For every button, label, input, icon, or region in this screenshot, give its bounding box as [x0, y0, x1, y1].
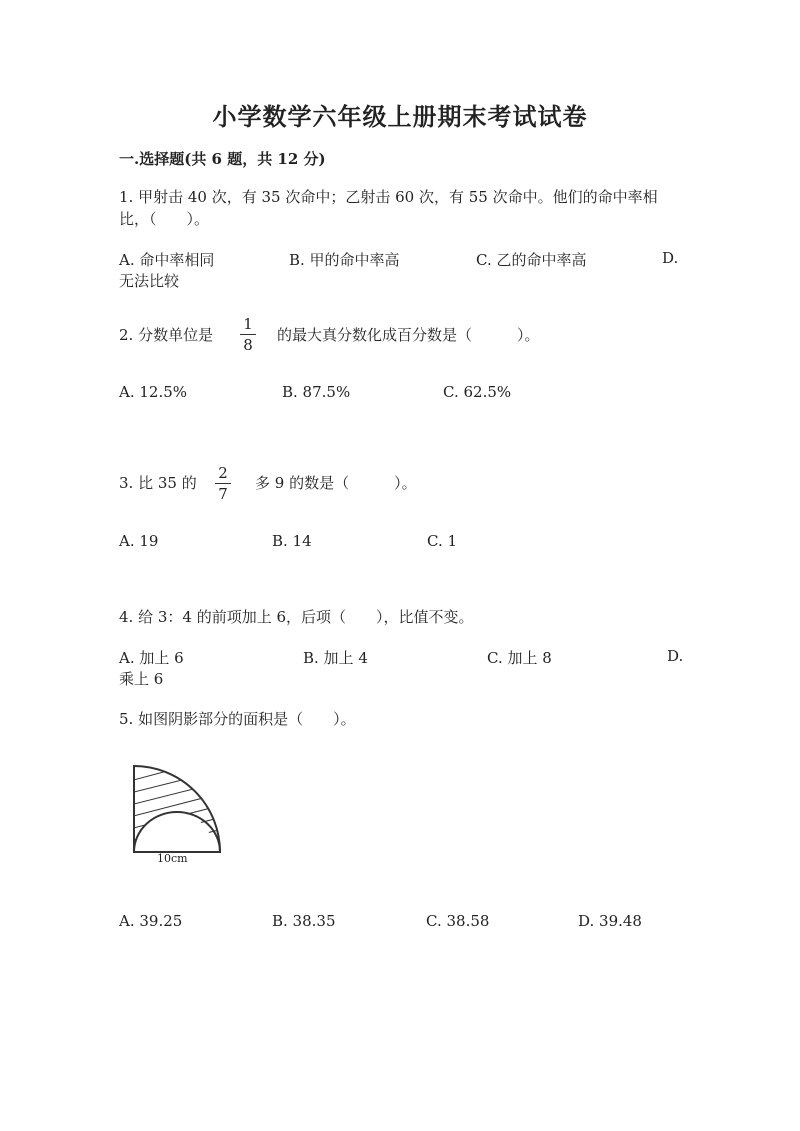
question-4-option-a[interactable]: A. 加上 6 [119, 649, 184, 667]
fraction-denominator: 8 [243, 336, 253, 354]
question-1-text-line1: 1. 甲射击 40 次，有 35 次命中；乙射击 60 次，有 55 次命中。他们的命中率相 [119, 188, 658, 206]
question-2-option-b[interactable]: B. 87.5% [282, 383, 351, 401]
section-heading: 一.选择题(共 6 题，共 12 分) [119, 150, 326, 168]
question-2-text-after: 的最大真分数化成百分数是（ ）。 [277, 326, 540, 344]
fraction-bar [215, 483, 231, 484]
question-2-option-c[interactable]: C. 62.5% [443, 383, 512, 401]
question-3-text-before: 3. 比 35 的 [119, 474, 197, 492]
fraction-numerator: 2 [218, 464, 228, 482]
question-4-option-b[interactable]: B. 加上 4 [303, 649, 368, 667]
question-1-text-line2: 比，（ ）。 [119, 210, 210, 228]
question-1-option-d-continued: 无法比较 [119, 272, 180, 290]
question-5-option-d[interactable]: D. 39.48 [578, 912, 642, 930]
fraction-bar [240, 334, 256, 335]
question-3-option-c[interactable]: C. 1 [427, 532, 458, 550]
question-5-option-a[interactable]: A. 39.25 [119, 912, 183, 930]
page-title: 小学数学六年级上册期末考试试卷 [212, 102, 588, 131]
shaded-region [126, 766, 226, 854]
question-1-option-c[interactable]: C. 乙的命中率高 [476, 251, 587, 269]
figure-dimension-label: 10cm [157, 852, 188, 865]
question-5-option-b[interactable]: B. 38.35 [272, 912, 336, 930]
question-1-option-d[interactable]: D. [662, 249, 679, 267]
question-5-option-c[interactable]: C. 38.58 [426, 912, 490, 930]
question-4-option-d-continued: 乘上 6 [119, 670, 164, 688]
question-5-figure [126, 758, 228, 866]
question-2-text-before: 2. 分数单位是 [119, 326, 214, 344]
question-1-option-b[interactable]: B. 甲的命中率高 [289, 251, 400, 269]
question-5-text: 5. 如图阴影部分的面积是（ ）。 [119, 710, 356, 728]
fraction-denominator: 7 [218, 485, 228, 503]
semicircle-outline [134, 812, 220, 852]
fraction-numerator: 1 [243, 315, 253, 333]
question-3-option-a[interactable]: A. 19 [119, 532, 159, 550]
question-4-option-c[interactable]: C. 加上 8 [487, 649, 552, 667]
question-2-option-a[interactable]: A. 12.5% [119, 383, 188, 401]
question-1-option-a[interactable]: A. 命中率相同 [119, 251, 215, 269]
question-3-option-b[interactable]: B. 14 [272, 532, 312, 550]
question-4-option-d[interactable]: D. [667, 647, 684, 665]
question-2-fraction [238, 315, 258, 354]
question-3-fraction [213, 464, 233, 503]
question-3-text-after: 多 9 的数是（ ）。 [255, 474, 417, 492]
question-4-text: 4. 给 3：4 的前项加上 6，后项（ ），比值不变。 [119, 608, 474, 626]
